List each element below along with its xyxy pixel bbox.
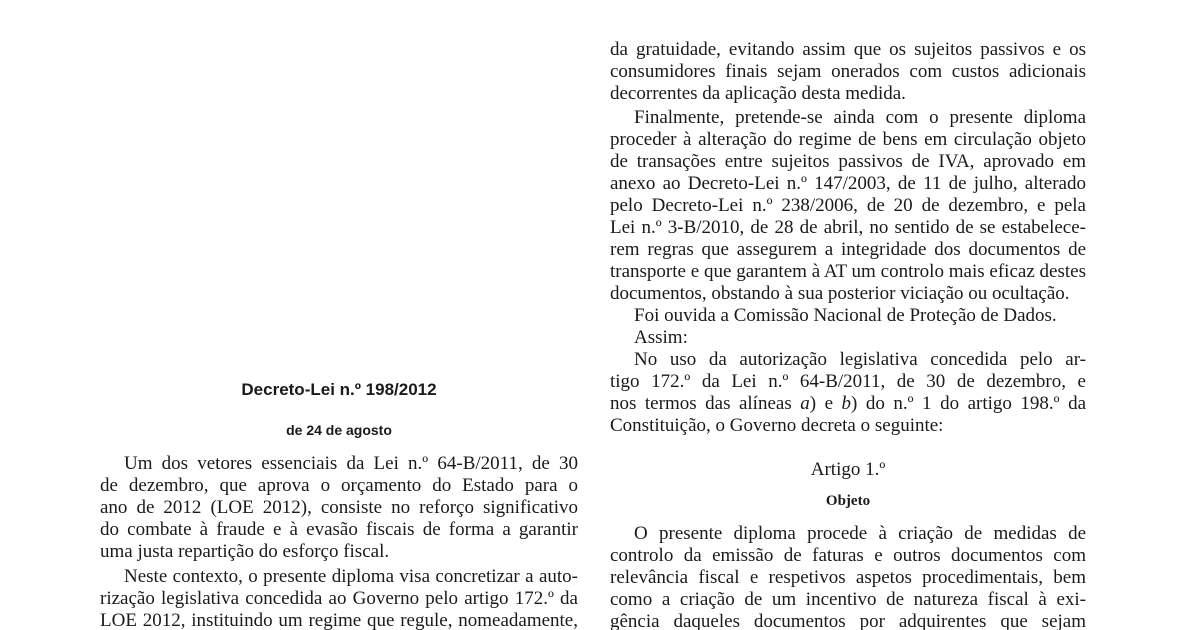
text-segment: nos termos das alíneas bbox=[610, 393, 801, 414]
text-line: decorrentes da aplicação desta medida. bbox=[610, 83, 906, 104]
article-subject: Objeto bbox=[825, 493, 871, 509]
text-line: Finalmente, pretende-se ainda com o presente diploma bbox=[634, 107, 1086, 128]
text-line: da gratuidade, evitando assim que os sujeitos passivos e os bbox=[610, 39, 1086, 60]
text-line: de transações entre sujeitos passivos de IVA, aprovado em bbox=[610, 151, 1086, 172]
decree-date: de 24 de agosto bbox=[286, 422, 392, 438]
ouvida-line: Foi ouvida a Comissão Nacional de Proteção de Dados. bbox=[634, 305, 1057, 326]
assim-line: Assim: bbox=[634, 327, 688, 348]
text-line: como a criação de um incentivo de natureza fiscal à exi- bbox=[610, 589, 1086, 610]
text-line: No uso da autorização legislativa concedida pelo ar- bbox=[634, 349, 1086, 370]
text-line: Neste contexto, o presente diploma visa concretizar a auto- bbox=[124, 566, 578, 587]
text-line: tigo 172.º da Lei n.º 64-B/2011, de 30 de dezembro, e bbox=[610, 371, 1086, 392]
text-line: Um dos vetores essenciais da Lei n.º 64-B/2011, de 30 bbox=[124, 453, 578, 474]
text-line: consumidores finais sejam onerados com custos adicionais bbox=[610, 61, 1086, 82]
text-line: ano de 2012 (LOE 2012), consiste no reforço significativo bbox=[100, 497, 578, 518]
italic-a: a bbox=[800, 393, 810, 414]
text-line: LOE 2012, instituindo um regime que regule, nomeadamente, bbox=[100, 610, 578, 630]
text-line: Constituição, o Governo decreta o seguinte: bbox=[610, 415, 944, 436]
text-line: gência daqueles documentos por adquirentes que sejam bbox=[610, 611, 1086, 630]
text-line: documentos, obstando à sua posterior viciação ou ocultação. bbox=[610, 283, 1070, 304]
text-line: controlo da emissão de faturas e outros documentos com bbox=[610, 545, 1086, 566]
text-segment: ) do n.º 1 do artigo 198.º da bbox=[851, 393, 1086, 414]
text-line: rização legislativa concedida ao Governo pelo artigo 172.º da bbox=[100, 588, 578, 609]
article-heading: Artigo 1.º bbox=[810, 459, 886, 480]
italic-b: b bbox=[841, 393, 852, 414]
text-line: anexo ao Decreto-Lei n.º 147/2003, de 11 de julho, alterado bbox=[610, 173, 1086, 194]
decree-title: Decreto-Lei n.º 198/2012 bbox=[241, 380, 437, 399]
text-line: transporte e que garantem à AT um controlo mais eficaz destes bbox=[610, 261, 1086, 282]
text-line: pelo Decreto-Lei n.º 238/2006, de 20 de dezembro, e pela bbox=[610, 195, 1086, 216]
text-line: proceder à alteração do regime de bens em circulação objeto bbox=[610, 129, 1086, 150]
text-line: rem regras que assegurem a integridade dos documentos de bbox=[610, 239, 1086, 260]
text-segment: ) e bbox=[809, 393, 842, 414]
text-line: de dezembro, que aprova o orçamento do Estado para o bbox=[100, 475, 578, 496]
text-line: relevância fiscal e respetivos aspetos procedimentais, bem bbox=[610, 567, 1086, 588]
text-line: uma justa repartição do esforço fiscal. bbox=[100, 541, 390, 562]
text-line: Lei n.º 3-B/2010, de 28 de abril, no sentido de se estabelece- bbox=[610, 217, 1086, 238]
text-line: do combate à fraude e à evasão fiscais de forma a garantir bbox=[100, 519, 578, 540]
text-line: O presente diploma procede à criação de medidas de bbox=[634, 523, 1086, 544]
text-line-with-italics bbox=[610, 393, 1086, 415]
